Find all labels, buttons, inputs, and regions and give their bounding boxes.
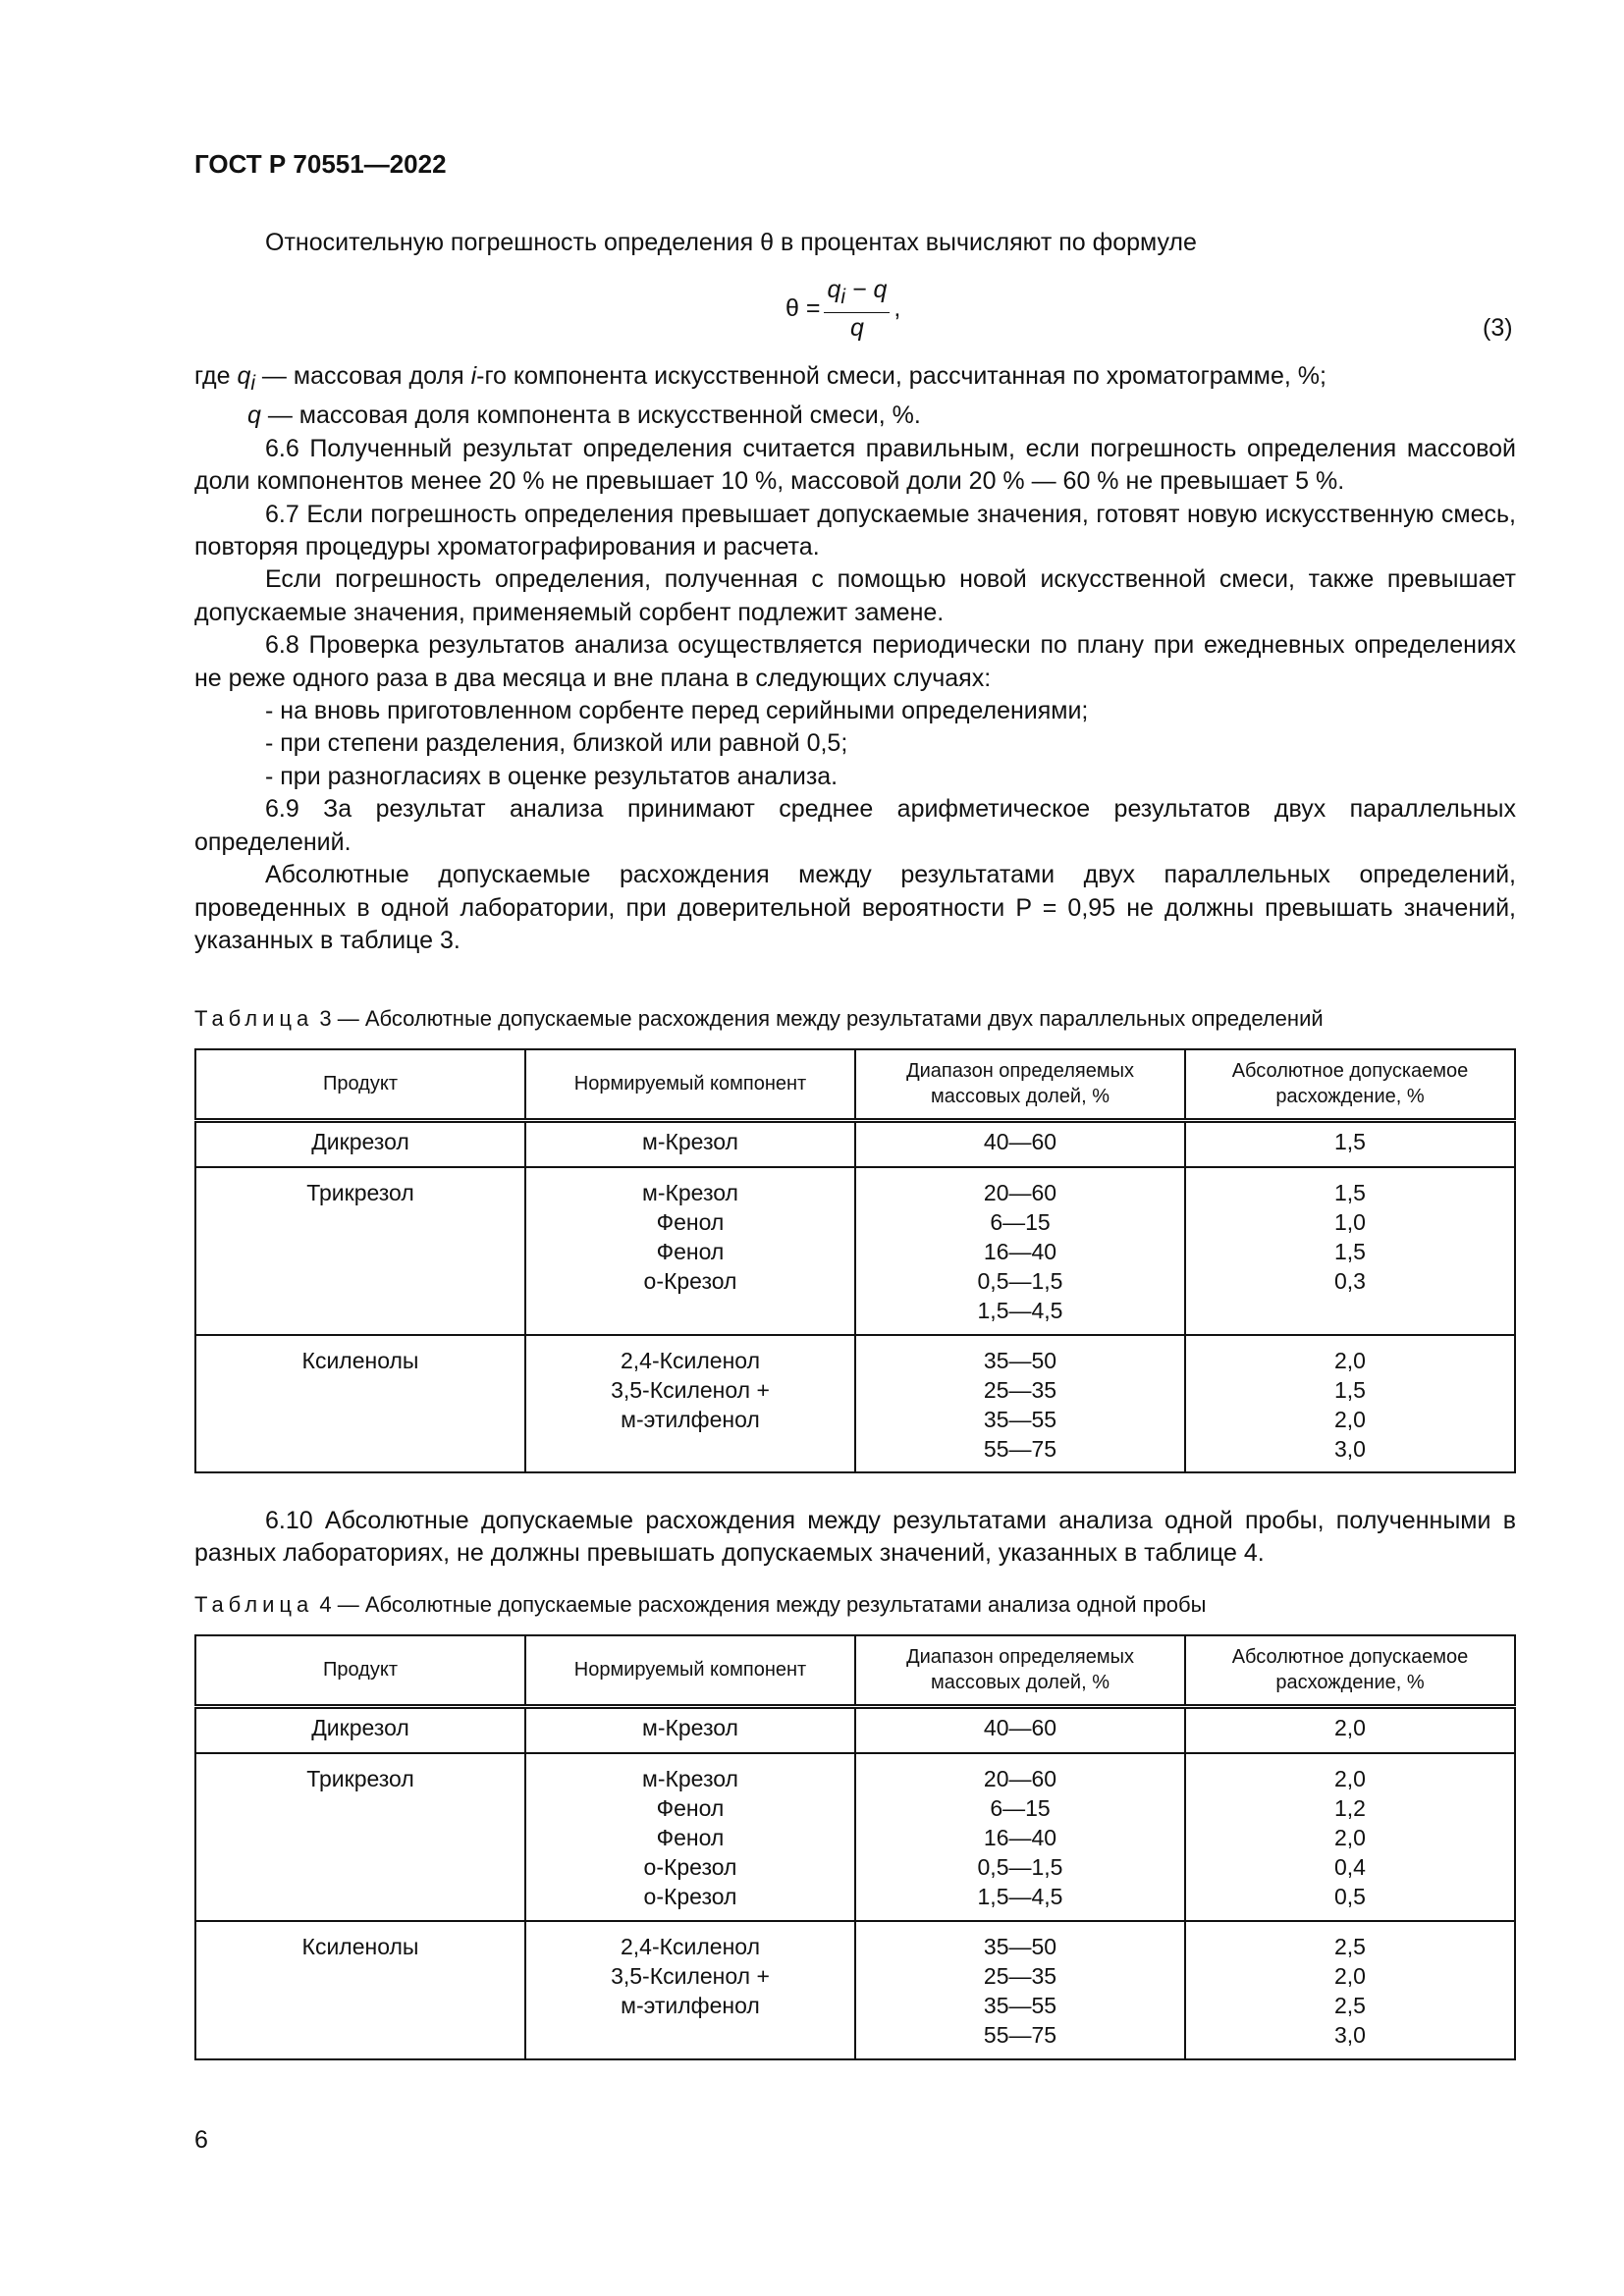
- table-cell: 1,5: [1185, 1120, 1515, 1167]
- paragraph-6-9: 6.9 За результат анализа принимают среднее арифметическое результатов двух параллельных определений.: [194, 795, 1516, 856]
- column-header: Диапазон определяемых массовых долей, %: [855, 1635, 1185, 1706]
- column-header: Диапазон определяемых массовых долей, %: [855, 1049, 1185, 1120]
- column-header: Абсолютное допускаемое расхождение, %: [1185, 1635, 1515, 1706]
- table-row: [195, 1753, 1515, 1921]
- column-header: Продукт: [195, 1049, 525, 1120]
- column-header: Нормируемый компонент: [525, 1635, 855, 1706]
- var-q: q: [827, 276, 841, 303]
- table-cell: м-Крезол: [525, 1120, 855, 1167]
- paragraph-block: [194, 1505, 1516, 1571]
- caption-word: Таблица: [194, 1592, 314, 1617]
- table-4: [194, 1634, 1516, 2060]
- table-cell: 2,0 1,2 2,0 0,4 0,5: [1185, 1753, 1515, 1921]
- table-cell: Ксиленолы: [195, 1921, 525, 2059]
- formula-lhs: θ =: [785, 294, 821, 322]
- bullet-item: - на вновь приготовленном сорбенте перед серийными определениями;: [265, 697, 1089, 725]
- column-header: Продукт: [195, 1635, 525, 1706]
- paragraph-6-8: 6.8 Проверка результатов анализа осуществляется периодически по плану при ежедневных определениях не реже одного раза в два месяца и вне плана в следующих случаях:: [194, 631, 1516, 692]
- table-cell: Трикрезол: [195, 1753, 525, 1921]
- table-cell: 1,5 1,0 1,5 0,3: [1185, 1167, 1515, 1335]
- paragraph-6-10: 6.10 Абсолютные допускаемые расхождения между результатами анализа одной пробы, полученными в разных лабораториях, не должны превышать допускаемых значений, указанных в таблице 4.: [194, 1507, 1516, 1568]
- table-cell: м-Крезол: [525, 1706, 855, 1753]
- text: -го компонента искусственной смеси, рассчитанная по хроматограмме, %;: [476, 362, 1326, 390]
- paragraph-6-6: 6.6 Полученный результат определения считается правильным, если погрешность определения массовой доли компонентов менее 20 % не превышает 10 %, массовой доли 20 % — 60 % не превышает 5 %.: [194, 434, 1516, 496]
- formula-denominator: q: [849, 314, 864, 342]
- text: — массовая доля: [254, 362, 471, 390]
- paragraph-6-7: 6.7 Если погрешность определения превышает допускаемые значения, готовят новую искусственную смесь, повторяя процедуры хроматографирования и расчета.: [194, 500, 1516, 561]
- sub-i: i: [840, 286, 845, 308]
- table-cell: 2,0: [1185, 1706, 1515, 1753]
- intro-block: [194, 227, 1516, 259]
- table-cell: 40—60: [855, 1706, 1185, 1753]
- table-cell: 20—60 6—15 16—40 0,5—1,5 1,5—4,5: [855, 1753, 1185, 1921]
- where-line-2: [194, 400, 1516, 432]
- formula-fraction: [824, 275, 890, 343]
- table-cell: м-Крезол Фенол Фенол о-Крезол: [525, 1167, 855, 1335]
- table-cell: 2,4-Ксиленол 3,5-Ксиленол + м-этилфенол: [525, 1921, 855, 2059]
- table-cell: 2,0 1,5 2,0 3,0: [1185, 1335, 1515, 1472]
- table-cell: 2,5 2,0 2,5 3,0: [1185, 1921, 1515, 2059]
- formula-numerator: [824, 275, 890, 313]
- table-row: [195, 1167, 1515, 1335]
- caption-word: Таблица: [194, 1006, 314, 1031]
- intro-paragraph: Относительную погрешность определения θ в процентах вычисляют по формуле: [265, 229, 1197, 256]
- table-cell: 35—50 25—35 35—55 55—75: [855, 1921, 1185, 2059]
- sub: i: [250, 372, 255, 395]
- table-cell: 20—60 6—15 16—40 0,5—1,5 1,5—4,5: [855, 1167, 1185, 1335]
- column-header: Нормируемый компонент: [525, 1049, 855, 1120]
- table-row: [195, 1335, 1515, 1472]
- table-row: [195, 1120, 1515, 1167]
- table-cell: Дикрезол: [195, 1120, 525, 1167]
- table-cell: Ксиленолы: [195, 1335, 525, 1472]
- table-3: [194, 1048, 1516, 1473]
- table-cell: Трикрезол: [195, 1167, 525, 1335]
- var: q: [247, 401, 261, 430]
- table-header-row: [195, 1635, 1515, 1706]
- var: q: [237, 362, 251, 390]
- table3-caption: [194, 1006, 1324, 1032]
- caption-text: 4 — Абсолютные допускаемые расхождения между результатами анализа одной пробы: [313, 1592, 1207, 1617]
- table-cell: 2,4-Ксиленол 3,5-Ксиленол + м-этилфенол: [525, 1335, 855, 1472]
- equation-number: (3): [1483, 314, 1513, 342]
- table-cell: 40—60: [855, 1120, 1185, 1167]
- table-cell: 35—50 25—35 35—55 55—75: [855, 1335, 1185, 1472]
- column-header: Абсолютное допускаемое расхождение, %: [1185, 1049, 1515, 1120]
- paragraph-6-9b: Абсолютные допускаемые расхождения между результатами двух параллельных определений, проведенных в одной лаборатории, при доверительной вероятности P = 0,95 не должны превышать значений, указанных в таблице 3.: [194, 861, 1516, 954]
- caption-text: 3 — Абсолютные допускаемые расхождения между результатами двух параллельных определений: [313, 1006, 1324, 1031]
- num-rest: − q: [845, 276, 888, 303]
- body-block: [194, 360, 1516, 957]
- table-row: [195, 1706, 1515, 1753]
- bullet-item: - при степени разделения, близкой или равной 0,5;: [265, 729, 848, 758]
- table-cell: м-Крезол Фенол Фенол о-Крезол о-Крезол: [525, 1753, 855, 1921]
- formula-tail: ,: [893, 294, 901, 322]
- table-cell: Дикрезол: [195, 1706, 525, 1753]
- var: i: [470, 362, 477, 390]
- table-header-row: [195, 1049, 1515, 1120]
- table4-caption: [194, 1592, 1206, 1618]
- table-row: [195, 1921, 1515, 2059]
- bullet-item: - при разногласиях в оценке результатов анализа.: [265, 762, 839, 790]
- where-line-1: где $q_i$ — массовая доля i-го компонента искусственной смеси, рассчитанная по хроматограмме, %;: [194, 362, 1326, 395]
- text: — массовая доля компонента в искусственной смеси, %.: [260, 401, 921, 430]
- page-number: 6: [194, 2126, 208, 2154]
- document-header: ГОСТ Р 70551—2022: [194, 149, 447, 179]
- paragraph-6-7b: Если погрешность определения, полученная с помощью новой искусственной смеси, также превышает допускаемые значения, применяемый сорбент подлежит замене.: [194, 565, 1516, 626]
- formula: [785, 275, 900, 343]
